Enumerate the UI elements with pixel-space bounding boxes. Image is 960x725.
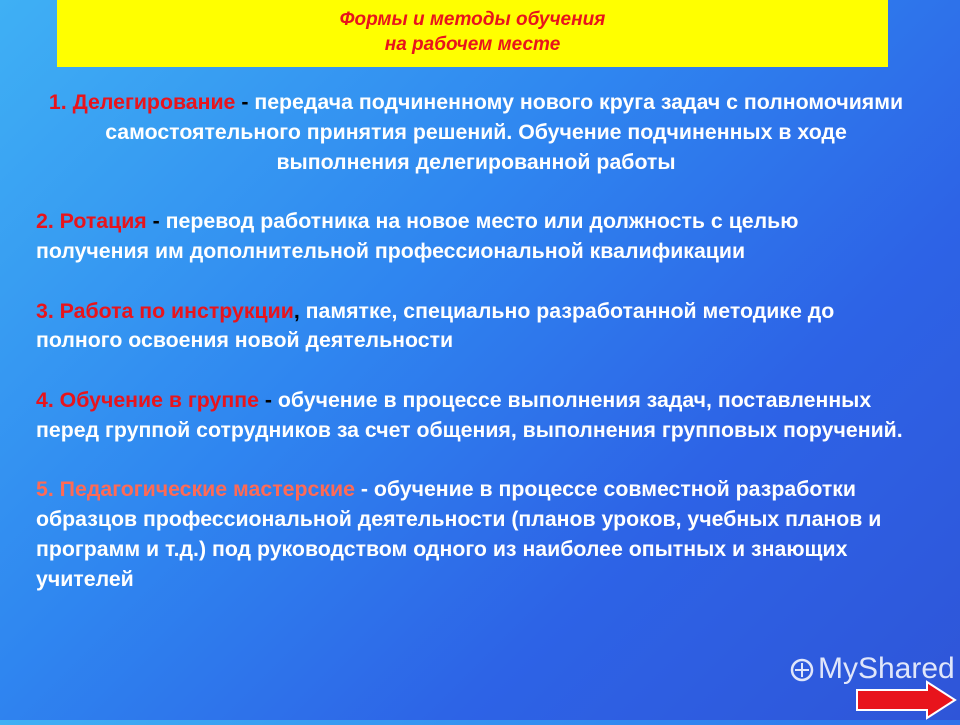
item-separator: - [258,387,278,412]
slide-content [36,88,916,595]
item-separator: - [235,90,255,114]
item-term: 3. Работа по инструкции [36,298,294,323]
item-separator: - [354,477,374,502]
item-description: обучение в процессе совместной разработки образцов профессиональной деятельности (планов уроков, учебных планов и программ и т.д.) под руководством одного из наиболее опытных и знающих учителей [36,477,882,591]
item-description: передача подчиненному нового круга задач с полномочиями самостоятельного принятия решений. Обучение подчиненных в ходе выполнения делегированной работы [105,90,904,174]
list-item-rotation [36,207,916,267]
item-separator: , [293,298,300,323]
slide-title-line-2: на рабочем месте [384,34,561,55]
item-separator: - [146,209,166,234]
myshared-logo-icon [790,658,814,682]
item-description: обучение в процессе выполнения задач, поставленных перед группой сотрудников за счет общения, выполнения групповых поручений. [36,387,903,442]
item-description: перевод работника на новое место или должность с целью получения им дополнительной профессиональной квалификации [36,209,799,263]
list-item-workshops [36,475,916,594]
item-term: 4. Обучение в группе [36,387,259,412]
item-term: 5. Педагогические мастерские [36,477,355,502]
item-description: памятке, специально разработанной методике до полного освоения новой деятельности [36,298,835,353]
list-item-delegation [36,88,916,177]
list-item-group-learning [36,386,916,446]
slide-title-box [57,0,888,67]
next-slide-button[interactable] [855,680,957,725]
list-item-instructions [36,297,916,357]
slide-title-line-1: Формы и методы обучения [339,9,606,30]
item-term: 1. Делегирование [48,90,236,114]
arrow-right-icon [855,680,957,720]
item-term: 2. Ротация [36,209,147,234]
watermark-text: MyShared [818,652,955,685]
